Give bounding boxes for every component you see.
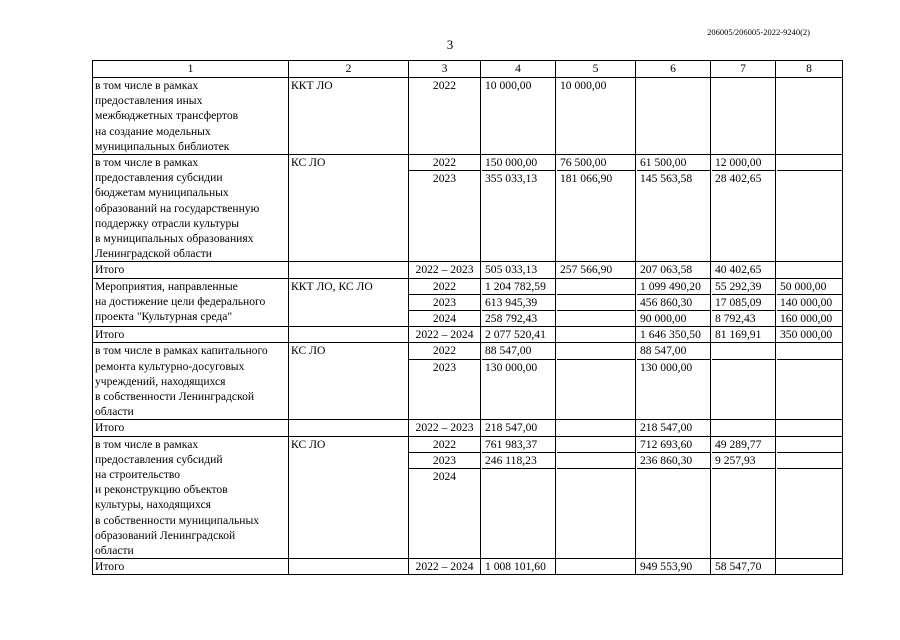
section-row — [93, 278, 843, 327]
row-description: в том числе в рамках капитального ремонта культурно-досуговых учреждений, находящихся в собственности Ленинградской области — [93, 343, 289, 420]
cell-c4 — [481, 155, 556, 262]
cell-c8 — [776, 78, 843, 155]
row-source: КС ЛО — [289, 436, 409, 559]
cell-value — [777, 170, 843, 186]
cell-value — [557, 359, 636, 375]
cell-years — [409, 78, 481, 155]
row-source: КС ЛО — [289, 155, 409, 262]
cell-value — [560, 343, 633, 358]
total-c6: 1 646 350,50 — [636, 327, 711, 343]
cell-c5 — [556, 155, 636, 262]
total-c7: 81 169,91 — [711, 327, 776, 343]
cell-value: 1 204 782,59 — [485, 279, 546, 293]
total-years: 2022 – 2023 — [409, 262, 481, 278]
cell-c4 — [481, 278, 556, 327]
column-header: 8 — [776, 61, 843, 78]
cell-c7 — [711, 155, 776, 262]
row-source: КС ЛО — [289, 343, 409, 420]
cell-c4 — [481, 436, 556, 559]
total-years: 2022 – 2024 — [409, 559, 481, 575]
cell-value: 61 500,00 — [640, 156, 687, 170]
total-label: Итого — [93, 327, 289, 343]
total-c6: 949 553,90 — [636, 559, 711, 575]
document-id: 206005/206005-2022-9240(2) — [707, 27, 810, 37]
section-row — [93, 343, 843, 420]
cell-c6 — [636, 155, 711, 262]
cell-value — [637, 468, 711, 484]
column-header: 2 — [289, 61, 409, 78]
total-c6: 218 547,00 — [636, 420, 711, 436]
column-header: 6 — [636, 61, 711, 78]
total-source — [289, 327, 409, 343]
total-label: Итого — [93, 420, 289, 436]
cell-c4 — [481, 78, 556, 155]
cell-c8 — [776, 436, 843, 559]
total-c5: 257 566,90 — [556, 262, 636, 278]
total-c8 — [776, 262, 843, 278]
cell-value: 55 292,39 — [715, 279, 762, 293]
cell-value: 8 792,43 — [712, 310, 776, 326]
total-c4: 218 547,00 — [481, 420, 556, 436]
total-source — [289, 420, 409, 436]
cell-value: 613 945,39 — [482, 294, 556, 310]
cell-value — [640, 78, 708, 93]
cell-c7 — [711, 436, 776, 559]
cell-c6 — [636, 78, 711, 155]
cell-value — [712, 359, 776, 375]
cell-value: 150 000,00 — [485, 156, 538, 170]
row-description: Мероприятия, направленные на достижение цели федерального проекта "Культурная среда" — [93, 278, 289, 327]
cell-value: 50 000,00 — [780, 279, 827, 293]
total-years: 2022 – 2023 — [409, 420, 481, 436]
cell-value: 258 792,43 — [482, 310, 556, 326]
cell-value: 10 000,00 — [485, 79, 532, 92]
cell-value: 761 983,37 — [485, 437, 538, 451]
cell-value — [715, 78, 773, 93]
total-years: 2022 – 2024 — [409, 327, 481, 343]
cell-value: 236 860,30 — [637, 452, 711, 468]
total-label: Итого — [93, 262, 289, 278]
total-c5 — [556, 327, 636, 343]
cell-c7 — [711, 78, 776, 155]
cell-value: 712 693,60 — [640, 437, 693, 451]
section-row — [93, 78, 843, 155]
column-header: 4 — [481, 61, 556, 78]
cell-c8 — [776, 278, 843, 327]
cell-value: 17 085,09 — [712, 294, 776, 310]
cell-value — [780, 78, 840, 93]
cell-c5 — [556, 278, 636, 327]
cell-value: 2022 — [432, 344, 457, 358]
cell-value — [557, 294, 636, 310]
cell-c8 — [776, 155, 843, 262]
cell-c4 — [481, 343, 556, 420]
cell-value: 2022 — [432, 279, 457, 293]
cell-c7 — [711, 343, 776, 420]
cell-value — [715, 343, 773, 358]
total-c8 — [776, 559, 843, 575]
cell-value: 140 000,00 — [777, 294, 843, 310]
cell-value: 2022 — [432, 156, 457, 170]
cell-c6 — [636, 278, 711, 327]
cell-years — [409, 436, 481, 559]
cell-value: 10 000,00 — [560, 79, 607, 92]
cell-value — [560, 437, 633, 452]
cell-value — [557, 310, 636, 326]
cell-c7 — [711, 278, 776, 327]
cell-years — [409, 343, 481, 420]
column-header: 3 — [409, 61, 481, 78]
column-header: 7 — [711, 61, 776, 78]
cell-value: 355 033,13 — [482, 170, 556, 186]
cell-value: 76 500,00 — [560, 156, 607, 170]
total-c7: 40 402,65 — [711, 262, 776, 278]
total-c7: 58 547,70 — [711, 559, 776, 575]
table-body — [93, 61, 843, 575]
total-c4: 505 033,13 — [481, 262, 556, 278]
cell-value: 88 547,00 — [485, 344, 532, 358]
cell-value: 88 547,00 — [640, 344, 687, 358]
total-c8 — [776, 420, 843, 436]
cell-value: 49 289,77 — [715, 437, 762, 451]
row-source: ККТ ЛО, КС ЛО — [289, 278, 409, 327]
cell-value: 12 000,00 — [715, 156, 762, 170]
cell-value: 130 000,00 — [482, 359, 556, 375]
cell-value — [780, 343, 840, 358]
row-description: в том числе в рамках предоставления субсидии бюджетам муниципальных образований на государственную поддержку отрасли культуры в муниципальных образованиях Ленинградской области — [93, 155, 289, 262]
total-c4: 1 008 101,60 — [481, 559, 556, 575]
row-description: в том числе в рамках предоставления иных межбюджетных трансфертов на создание модельных муниципальных библиотек — [93, 78, 289, 155]
column-header: 5 — [556, 61, 636, 78]
header-row — [93, 61, 843, 78]
cell-c6 — [636, 436, 711, 559]
total-c8: 350 000,00 — [776, 327, 843, 343]
cell-value: 2024 — [409, 310, 480, 326]
cell-value — [780, 155, 840, 170]
cell-value: 2023 — [409, 170, 480, 186]
cell-value: 9 257,93 — [712, 452, 776, 468]
budget-table — [92, 60, 843, 575]
cell-value: 2024 — [409, 468, 480, 484]
cell-value: 2022 — [432, 79, 457, 92]
total-c7 — [711, 420, 776, 436]
page-number: 3 — [446, 37, 454, 52]
section-row — [93, 155, 843, 262]
cell-c5 — [556, 343, 636, 420]
cell-value: 130 000,00 — [637, 359, 711, 375]
cell-value: 2022 — [432, 437, 457, 451]
cell-value — [777, 359, 843, 375]
cell-c6 — [636, 343, 711, 420]
column-header: 1 — [93, 61, 289, 78]
cell-value — [557, 452, 636, 468]
total-row — [93, 559, 843, 575]
cell-value: 181 066,90 — [557, 170, 636, 186]
total-c4: 2 077 520,41 — [481, 327, 556, 343]
cell-value — [557, 468, 636, 484]
cell-value: 456 860,30 — [637, 294, 711, 310]
cell-value — [780, 437, 840, 452]
total-c6: 207 063,58 — [636, 262, 711, 278]
cell-value: 1 099 490,20 — [640, 279, 701, 293]
cell-value: 2023 — [409, 359, 480, 375]
cell-value: 2023 — [409, 294, 480, 310]
cell-value — [777, 468, 843, 484]
total-row — [93, 420, 843, 436]
cell-value: 145 563,58 — [637, 170, 711, 186]
row-source: ККТ ЛО — [289, 78, 409, 155]
cell-years — [409, 155, 481, 262]
cell-value: 90 000,00 — [637, 310, 711, 326]
total-c5 — [556, 420, 636, 436]
cell-value — [777, 452, 843, 468]
cell-c5 — [556, 78, 636, 155]
total-label: Итого — [93, 559, 289, 575]
cell-c8 — [776, 343, 843, 420]
total-c5 — [556, 559, 636, 575]
cell-value — [560, 279, 633, 294]
cell-value: 246 118,23 — [482, 452, 556, 468]
total-row — [93, 327, 843, 343]
section-row — [93, 436, 843, 559]
total-source — [289, 559, 409, 575]
cell-c5 — [556, 436, 636, 559]
cell-value: 28 402,65 — [712, 170, 776, 186]
row-description: в том числе в рамках предоставления субсидий на строительство и реконструкцию объектов культуры, находящихся в собственности муниципальных образований Ленинградской области — [93, 436, 289, 559]
total-row — [93, 262, 843, 278]
cell-years — [409, 278, 481, 327]
cell-value — [712, 468, 776, 484]
cell-value — [482, 468, 556, 484]
cell-value: 160 000,00 — [777, 310, 843, 326]
cell-value: 2023 — [409, 452, 480, 468]
total-source — [289, 262, 409, 278]
